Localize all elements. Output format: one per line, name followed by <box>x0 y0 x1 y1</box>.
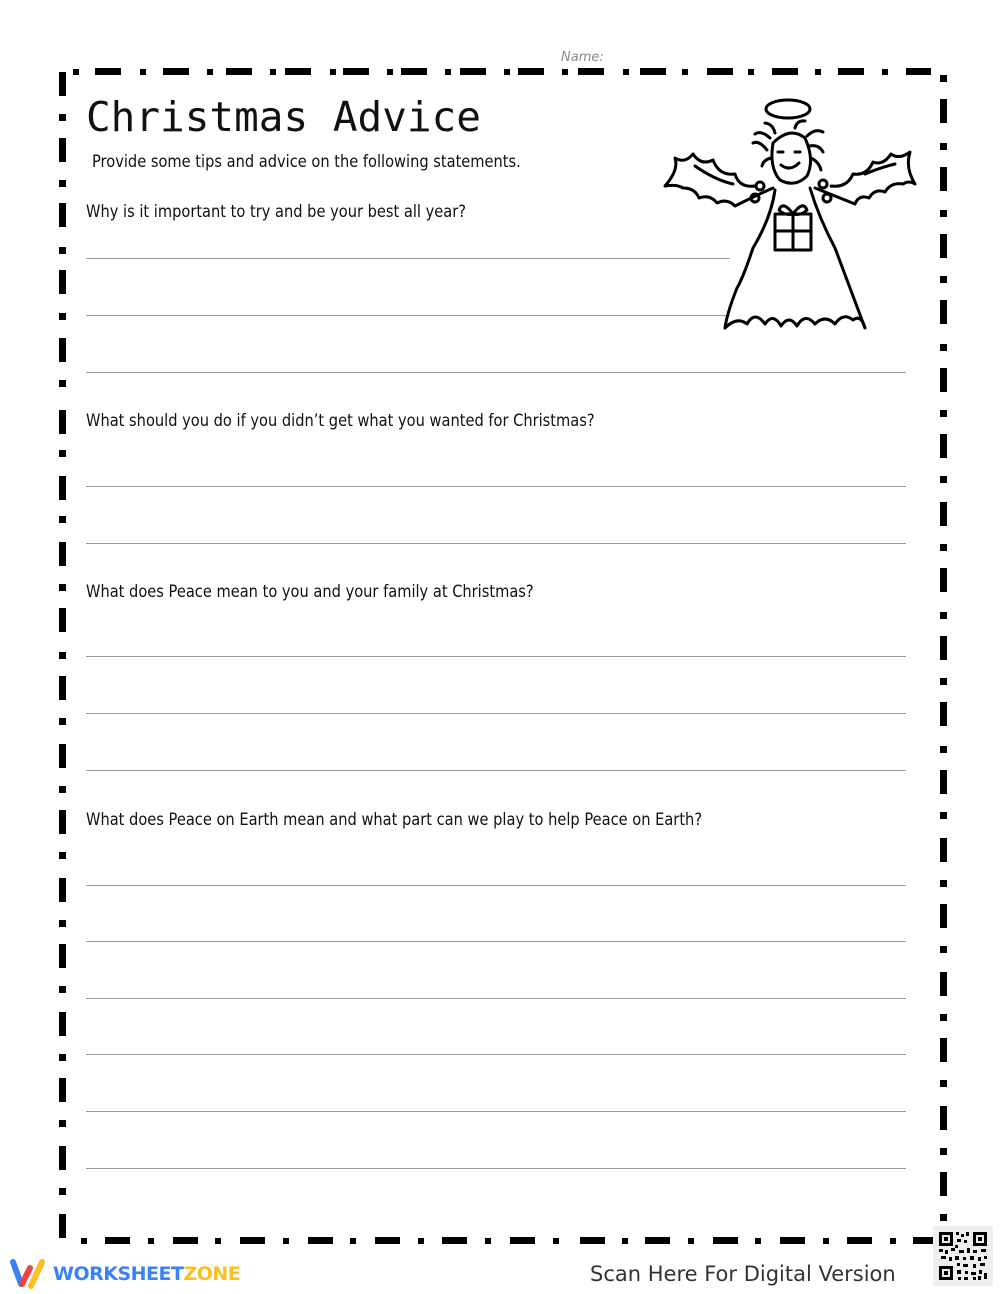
question-1: Why is it important to try and be your best all year? <box>86 202 467 222</box>
answer-line[interactable] <box>86 770 906 771</box>
answer-line[interactable] <box>86 1168 906 1169</box>
answer-line[interactable] <box>86 1111 906 1112</box>
question-3: What does Peace mean to you and your family at Christmas? <box>86 582 534 602</box>
answer-line[interactable] <box>86 543 906 544</box>
answer-line[interactable] <box>86 656 906 657</box>
answer-line[interactable] <box>86 941 906 942</box>
brand-part-zone: ZONE <box>183 1263 241 1285</box>
answer-line[interactable] <box>86 1054 906 1055</box>
question-4: What does Peace on Earth mean and what part can we play to help Peace on Earth? <box>86 810 703 830</box>
answer-line[interactable] <box>86 998 906 999</box>
angel-illustration-icon <box>655 88 920 338</box>
brand-part-worksheet: WORKSHEET <box>53 1263 184 1285</box>
instructions: Provide some tips and advice on the following statements. <box>92 152 521 172</box>
answer-line[interactable] <box>86 315 730 316</box>
question-2: What should you do if you didn’t get what you wanted for Christmas? <box>86 411 595 431</box>
answer-line[interactable] <box>86 372 906 373</box>
brand-name <box>53 1263 240 1285</box>
worksheetzone-logo-icon <box>9 1258 47 1290</box>
answer-line[interactable] <box>86 713 906 714</box>
name-label: Name: <box>561 50 604 65</box>
worksheetzone-logo[interactable] <box>9 1258 240 1290</box>
worksheet-title: Christmas Advice <box>86 93 481 141</box>
answer-line[interactable] <box>86 486 906 487</box>
scan-here-text: Scan Here For Digital Version <box>590 1262 896 1286</box>
qr-code-icon[interactable] <box>933 1226 993 1286</box>
answer-line[interactable] <box>86 885 906 886</box>
answer-line[interactable] <box>86 258 730 259</box>
